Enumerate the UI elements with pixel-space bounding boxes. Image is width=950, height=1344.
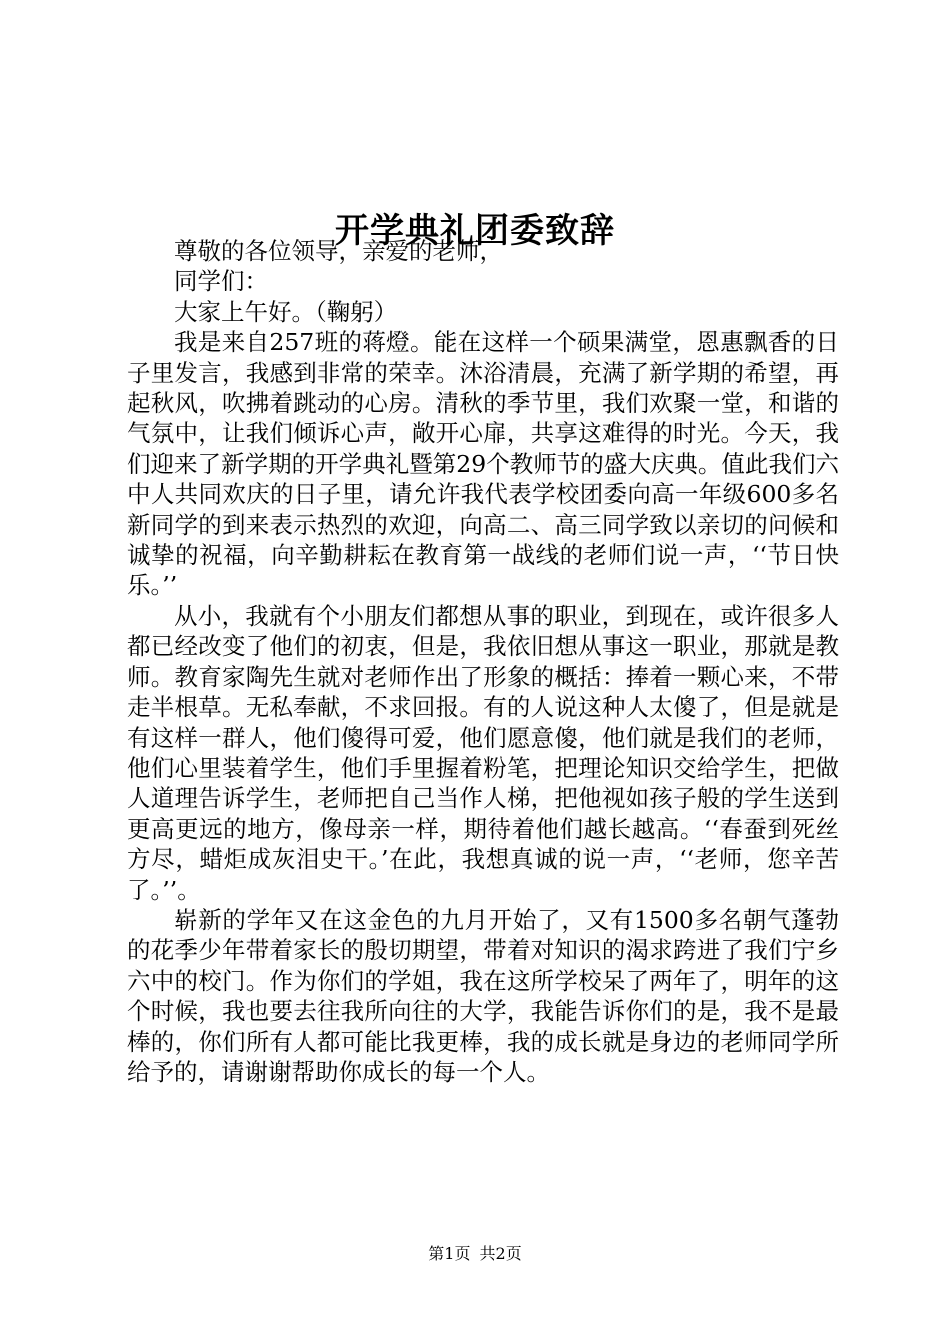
page-footer: 第1页 共2页 [428,1244,522,1263]
body-paragraph: 我是来自257班的蒋燈。能在这样一个硕果满堂，恩惠飘香的日子里发言，我感到非常的荣幸。沐浴清晨，充满了新学期的希望，再起秋风，吹拂着跳动的心房。清秋的季节里，我们欢聚一堂，和谐的气氛中，让我们倾诉心声，敞开心扉，共享这难得的时光。今天，我们迎来了新学期的开学典礼暨第29个教师节的盛大庆典。值此我们六中人共同欢庆的日子里，请允许我代表学校团委向高一年级600多名新同学的到来表示热烈的欢迎，向高二、高三同学致以亲切的问候和诚挚的祝福，向辛勤耕耘在教育第一战线的老师们说一声，‘‘节日快乐。’’ [127,328,839,600]
body-paragraph: 从小，我就有个小朋友们都想从事的职业，到现在，或许很多人都已经改变了他们的初衷，但是，我依旧想从事这一职业，那就是教师。教育家陶先生就对老师作出了形象的概括：捧着一颗心来，不带走半根草。无私奉献，不求回报。有的人说这种人太傻了，但是就是有这样一群人，他们傻得可爱，他们愿意傻，他们就是我们的老师，他们心里装着学生，他们手里握着粉笔，把理论知识交给学生，把做人道理告诉学生，老师把自己当作人梯，把他视如孩子般的学生送到更高更远的地方，像母亲一样，期待着他们越长越高。‘‘春蚕到死丝方尽，蜡炬成灰泪史干。’在此，我想真诚的说一声，‘‘老师，您辛苦了。’’。 [127,601,839,904]
body-paragraph: 崭新的学年又在这金色的九月开始了，又有1500多名朝气蓬勃的花季少年带着家长的殷切期望，带着对知识的渴求跨进了我们宁乡六中的校门。作为你们的学姐，我在这所学校呆了两年了，明年的这个时候，我也要去往我所向往的大学，我能告诉你们的是，我不是最棒的，你们所有人都可能比我更棒，我的成长就是身边的老师同学所给予的，请谢谢帮助你成长的每一个人。 [127,905,839,1086]
greeting-line: 大家上午好。（鞠躬） [174,297,398,326]
document-title: 开学典礼团委致辞 [335,210,615,251]
greeting-line: 尊敬的各位领导，亲爱的老师， [174,237,503,265]
greeting-line: 同学们： [174,267,268,296]
document-body [127,236,839,1087]
